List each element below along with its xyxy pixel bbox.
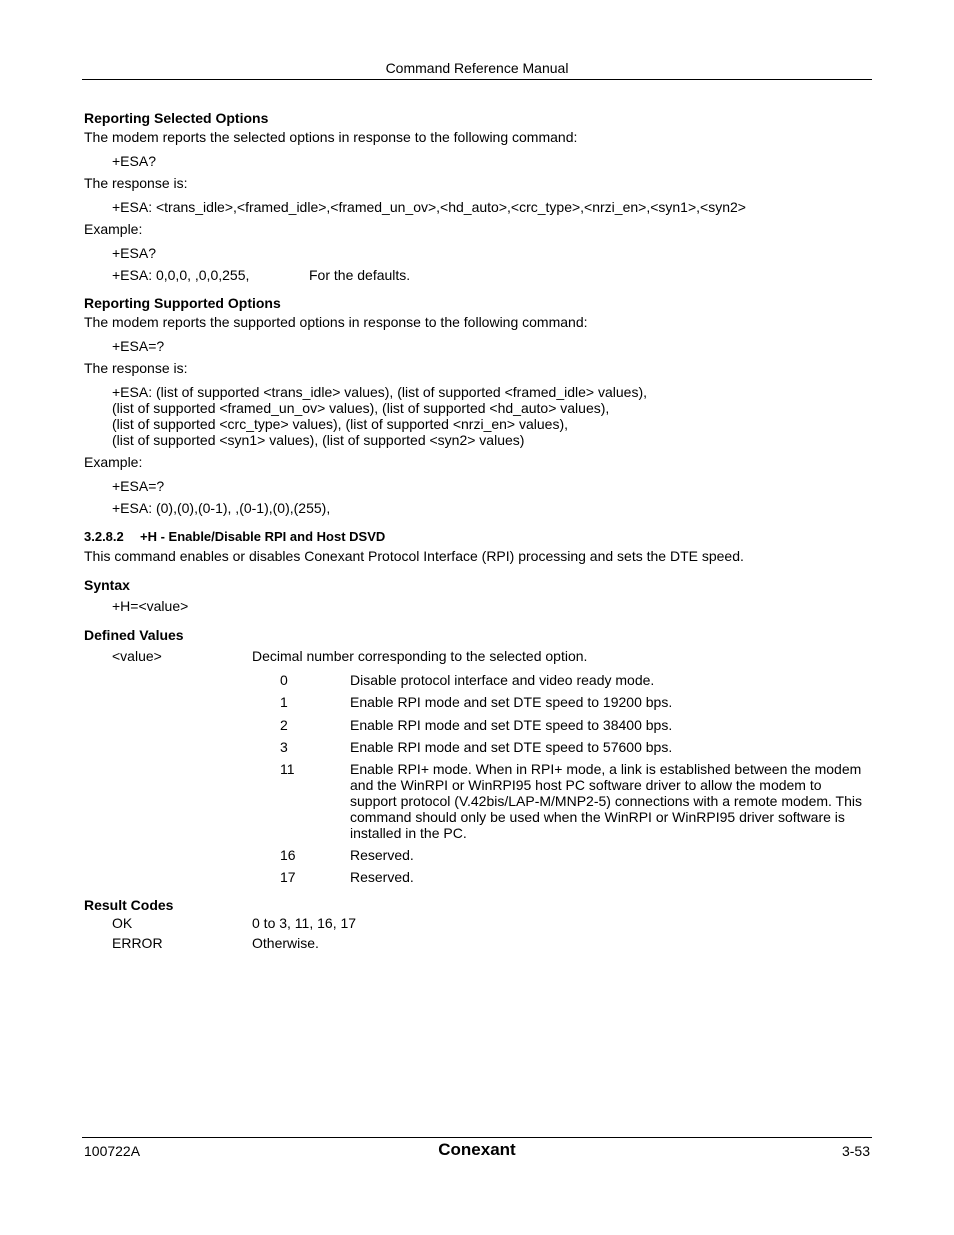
- example-response: +ESA: (0),(0),(0-1), ,(0-1),(0),(255),: [112, 500, 331, 516]
- value-description: Enable RPI+ mode. When in RPI+ mode, a link is established between the modem and the WinRPI or WinRPI95 host PC software driver to allow the modem to support protocol (V.42bis/LAP-M/MNP2-5) connections with a remote modem. This command should only be used when the WinRPI or WinRPI95 driver software is installed in the PC.: [350, 761, 863, 841]
- value-number: 16: [280, 847, 296, 863]
- example-response: +ESA: 0,0,0, ,0,0,255,: [112, 267, 250, 283]
- footer-rule: [82, 1137, 872, 1138]
- result-code: OK: [112, 915, 133, 931]
- value-number: 11: [280, 761, 295, 777]
- section-intro: The modem reports the supported options in response to the following command:: [84, 314, 588, 330]
- syntax-text: +H=<value>: [112, 598, 189, 614]
- value-description: Reserved.: [350, 847, 414, 863]
- page-header-title: Command Reference Manual: [385, 60, 569, 76]
- value-number: 2: [280, 717, 288, 733]
- param-description: Decimal number corresponding to the selected option.: [252, 648, 588, 664]
- value-description: Enable RPI mode and set DTE speed to 57600 bps.: [350, 739, 673, 755]
- value-description: Reserved.: [350, 869, 414, 885]
- example-command: +ESA=?: [112, 478, 165, 494]
- command-text: +ESA=?: [112, 338, 165, 354]
- footer-doc-number: 100722A: [84, 1143, 141, 1159]
- value-number: 17: [280, 869, 296, 885]
- example-command: +ESA?: [112, 245, 156, 261]
- response-label: The response is:: [84, 175, 188, 191]
- result-code: ERROR: [112, 935, 163, 951]
- header-rule: [82, 79, 872, 80]
- command-text: +ESA?: [112, 153, 156, 169]
- example-note: For the defaults.: [309, 267, 411, 283]
- response-line: (list of supported <framed_un_ov> values), (list of supported <hd_auto> values),: [112, 400, 610, 416]
- value-description: Enable RPI mode and set DTE speed to 19200 bps.: [350, 694, 673, 710]
- response-line: (list of supported <syn1> values), (list of supported <syn2> values): [112, 432, 525, 448]
- response-text: +ESA: <trans_idle>,<framed_idle>,<framed_un_ov>,<hd_auto>,<crc_type>,<nrzi_en>,<syn1>,<syn2>: [112, 199, 746, 215]
- example-label: Example:: [84, 454, 143, 470]
- result-code-description: Otherwise.: [252, 935, 319, 951]
- value-description: Disable protocol interface and video ready mode.: [350, 672, 655, 688]
- section-number: 3.2.8.2: [84, 529, 124, 544]
- result-codes-heading: Result Codes: [84, 897, 174, 913]
- section-title: +H - Enable/Disable RPI and Host DSVD: [140, 529, 386, 544]
- section-heading-selected-options: Reporting Selected Options: [84, 110, 269, 126]
- value-description: Enable RPI mode and set DTE speed to 38400 bps.: [350, 717, 673, 733]
- value-number: 3: [280, 739, 288, 755]
- result-code-description: 0 to 3, 11, 16, 17: [252, 915, 357, 931]
- section-intro: The modem reports the selected options in response to the following command:: [84, 129, 578, 145]
- defined-values-heading: Defined Values: [84, 627, 184, 643]
- section-intro: This command enables or disables Conexant Protocol Interface (RPI) processing and sets the DTE speed.: [84, 548, 744, 564]
- response-line: +ESA: (list of supported <trans_idle> values), (list of supported <framed_idle> values),: [112, 384, 648, 400]
- param-name: <value>: [112, 648, 162, 664]
- section-heading-supported-options: Reporting Supported Options: [84, 295, 281, 311]
- footer-company: Conexant: [438, 1140, 516, 1159]
- example-label: Example:: [84, 221, 143, 237]
- value-number: 0: [280, 672, 288, 688]
- syntax-heading: Syntax: [84, 577, 130, 593]
- response-line: (list of supported <crc_type> values), (list of supported <nrzi_en> values),: [112, 416, 569, 432]
- footer-page-number: 3-53: [841, 1143, 870, 1159]
- value-number: 1: [280, 694, 288, 710]
- response-label: The response is:: [84, 360, 188, 376]
